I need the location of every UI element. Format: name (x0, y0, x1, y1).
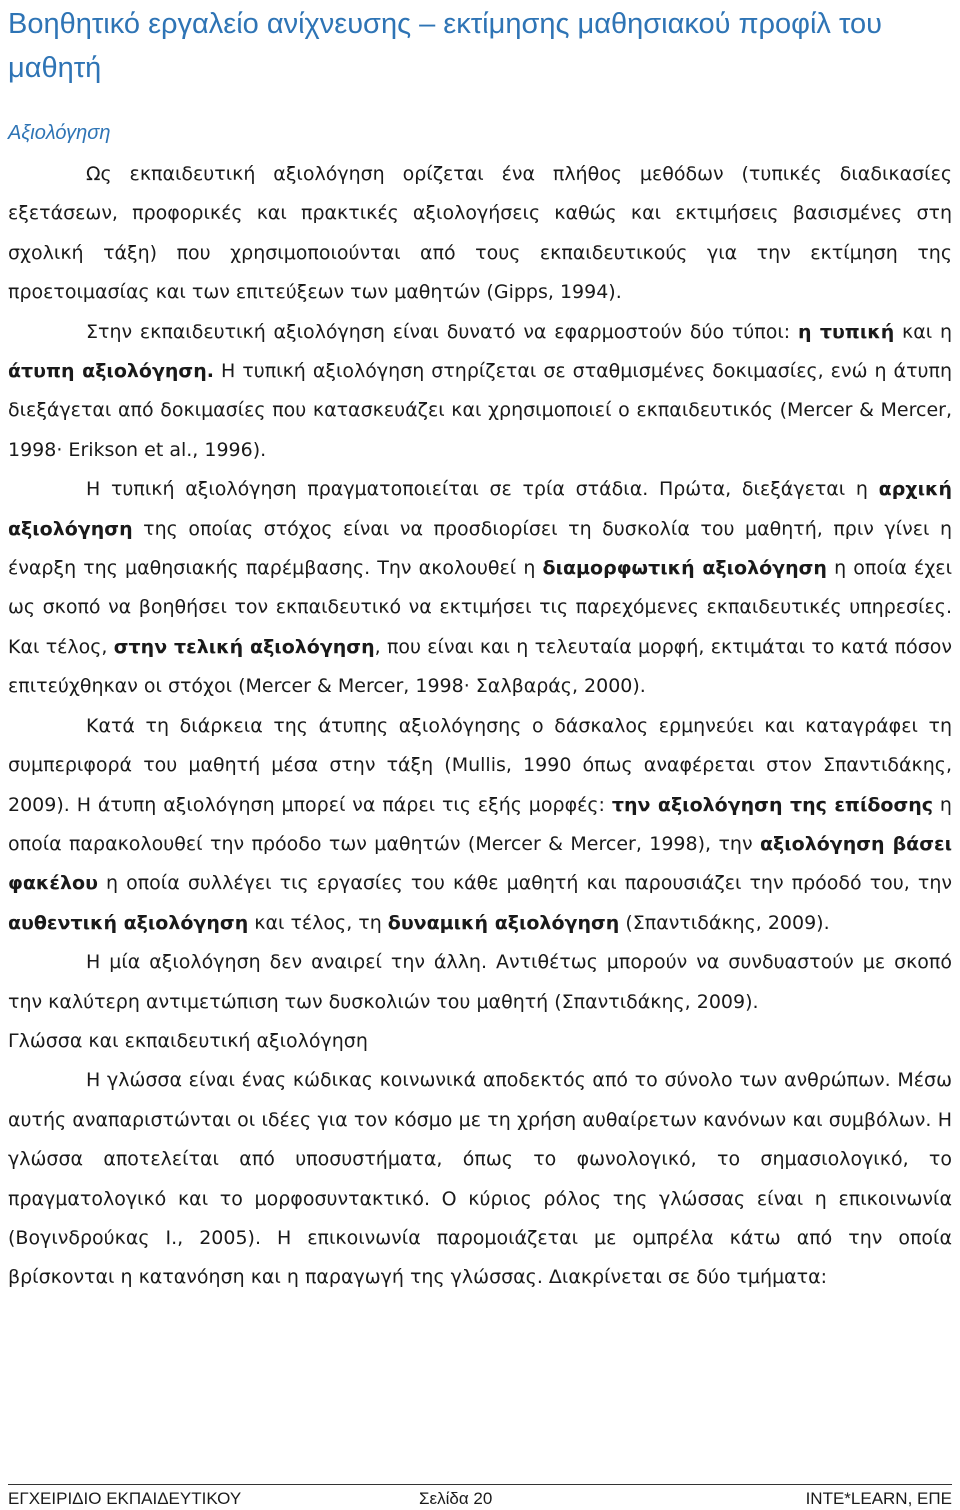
section-heading: Αξιολόγηση (8, 122, 111, 144)
bold-term: δυναμική αξιολόγηση (387, 911, 620, 934)
bold-term: διαμορφωτική αξιολόγηση (542, 557, 827, 580)
text-run: Γλώσσα και εκπαιδευτική αξιολόγηση (8, 1029, 368, 1052)
subsection-heading (8, 1022, 952, 1061)
body-paragraph (8, 313, 952, 471)
bold-term: την αξιολόγηση της επίδοσης (611, 793, 934, 816)
text-run: η οποία συλλέγει τις εργασίες του κάθε μαθητή και παρουσιάζει την πρόοδό του, την (97, 872, 952, 895)
page-footer (8, 1484, 952, 1508)
text-run: η οποία έχει ως σκοπό να βοηθήσει τον εκπαιδευτικό να εκτιμήσει τις παρεχόμενες εκπαιδευτικές υπηρεσίες. Και τέλος, (8, 557, 953, 658)
text-run: Η γλώσσα είναι ένας κώδικας κοινωνικά αποδεκτός από το σύνολο των ανθρώπων. Μέσω αυτής αναπαριστώνται οι ιδέες για τον κόσμο με τη χρήση αυθαίρετων κανόνων και συμβόλων. Η γλώσσα αποτελείται από υποσυστήματα, όπως το φωνολογικό, το σημασιολογικό, το πραγματολογικό και το μορφοσυντακτικό. Ο κύριος ρόλος της γλώσσας είναι η επικοινωνία (Βογινδρούκας Ι., 2005). Η επικοινωνία παρομοιάζεται με ομπρέλα κάτω από την οποία βρίσκονται η κατανόηση και η παραγωγή της γλώσσας. Διακρίνεται σε δύο τμήματα: (8, 1069, 952, 1289)
document-body (8, 155, 952, 1298)
bold-term: η τυπική (797, 320, 895, 343)
body-paragraph (8, 943, 952, 1022)
text-run: (Σπαντιδάκης, 2009). (619, 911, 830, 934)
footer-page-number: Σελίδα 20 (419, 1489, 493, 1508)
body-paragraph (8, 1061, 952, 1297)
text-run: της οποίας στόχος είναι να προσδιορίσει τη δυσκολία του μαθητή, πριν γίνει η έναρξη της μαθησιακής παρέμβασης. Την ακολουθεί η (8, 517, 952, 580)
text-run: Κατά τη διάρκεια της άτυπης αξιολόγησης ο δάσκαλος ερμηνεύει και καταγράφει τη συμπεριφορά του μαθητή μέσα στην τάξη (Mullis, 1990 όπως αναφέρεται στον Σπαντιδάκης, 2009). Η άτυπη αξιολόγηση μπορεί να πάρει τις εξής μορφές: (8, 714, 952, 816)
bold-term: άτυπη αξιολόγηση. (8, 360, 214, 383)
text-run: Η τυπική αξιολόγηση στηρίζεται σε σταθμισμένες δοκιμασίες, ενώ η άτυπη διεξάγεται από δοκιμασίες που κατασκευάζει και χρησιμοποιεί ο εκπαιδευτικός (Mercer & Mercer, 1998· Erikson et al., 1996). (8, 360, 952, 461)
text-run: η οποία παρακολουθεί την πρόοδο των μαθητών (Mercer & Mercer, 1998), την (8, 793, 952, 855)
footer-manual-name: ΕΓΧΕΙΡΙΔΙΟ ΕΚΠΑΙΔΕΥΤΙΚΟΥ (8, 1489, 242, 1508)
body-paragraph (8, 707, 952, 943)
text-run: και τέλος, τη (248, 911, 388, 934)
text-run: και η (894, 320, 952, 343)
bold-term: αξιολόγηση βάσει φακέλου (8, 832, 952, 895)
document-title: Βοηθητικό εργαλείο ανίχνευσης – εκτίμησης μαθησιακού προφίλ του μαθητή (8, 8, 883, 84)
body-paragraph (8, 155, 952, 313)
text-run: Ως εκπαιδευτική αξιολόγηση ορίζεται ένα πλήθος μεθόδων (τυπικές διαδικασίες εξετάσεων, προφορικές και πρακτικές αξιολογήσεις καθώς και εκτιμήσεις βασισμένες στη σχολική τάξη) που χρησιμοποιούνται από τους εκπαιδευτικούς για την εκτίμηση της προετοιμασίας και των επιτεύξεων των μαθητών (Gipps, 1994). (8, 163, 952, 304)
footer-company: INTE*LEARN, ΕΠΕ (805, 1489, 952, 1508)
bold-term: αυθεντική αξιολόγηση (8, 911, 249, 934)
bold-term: αρχική αξιολόγηση (8, 478, 952, 540)
text-run: , που είναι και η τελευταία μορφή, εκτιμάται το κατά πόσον επιτεύχθηκαν οι στόχοι (Mercer & Mercer, 1998· Σαλβαράς, 2000). (8, 635, 952, 698)
text-run: Στην εκπαιδευτική αξιολόγηση είναι δυνατό να εφαρμοστούν δύο τύποι: (86, 320, 798, 343)
text-run: Η τυπική αξιολόγηση πραγματοποιείται σε τρία στάδια. Πρώτα, διεξάγεται η (86, 478, 879, 501)
body-paragraph (8, 470, 952, 706)
bold-term: στην τελική αξιολόγηση (113, 635, 375, 658)
text-run: Η μία αξιολόγηση δεν αναιρεί την άλλη. Αντιθέτως μπορούν να συνδυαστούν με σκοπό την καλύτερη αντιμετώπιση των δυσκολιών του μαθητή (Σπαντιδάκης, 2009). (8, 951, 952, 1013)
